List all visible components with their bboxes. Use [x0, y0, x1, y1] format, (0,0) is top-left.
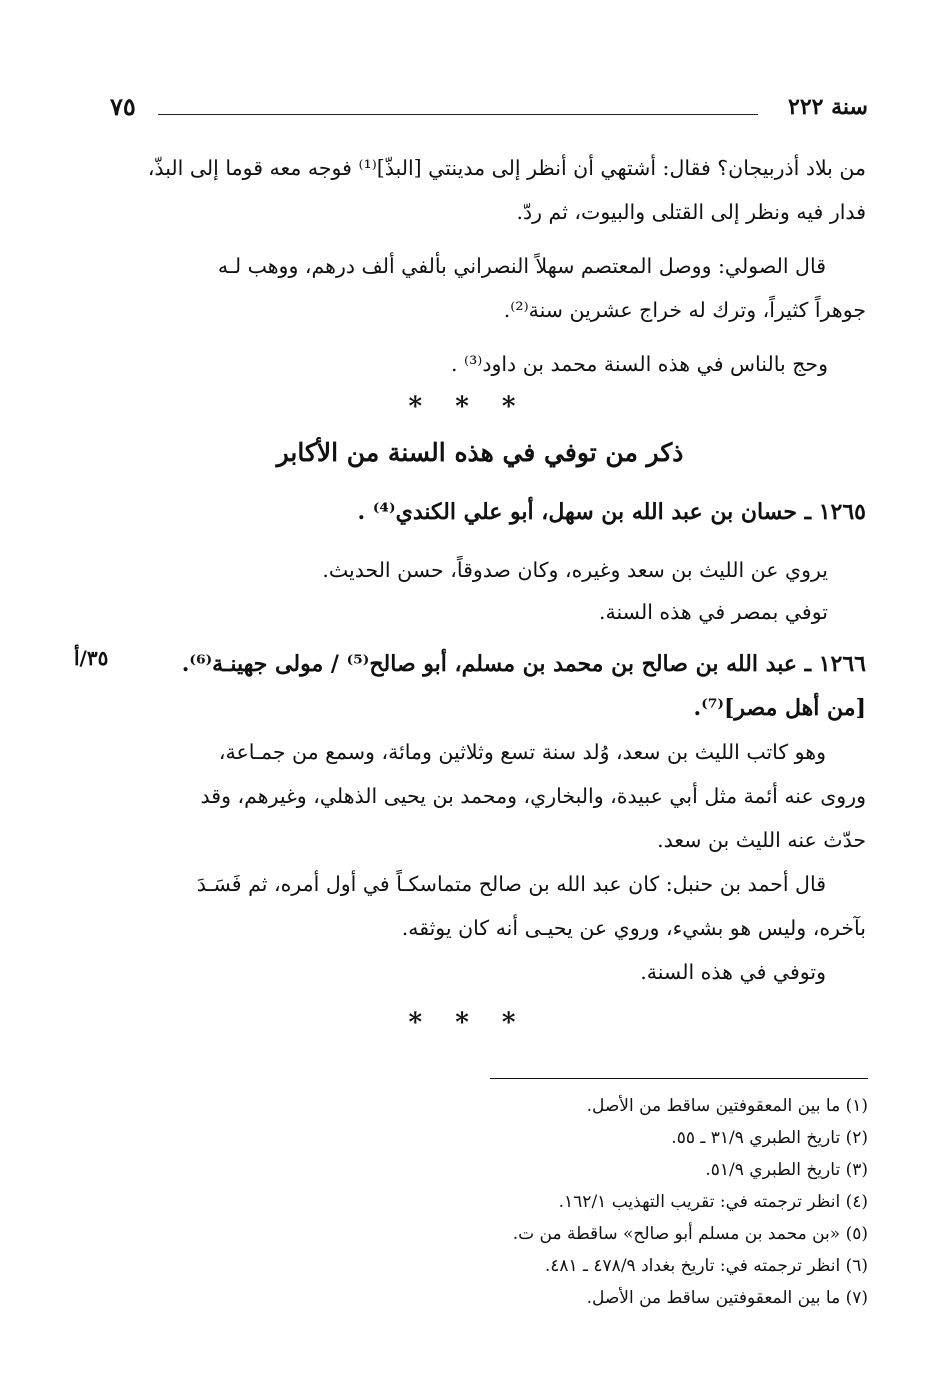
footnote-rule — [490, 1078, 868, 1079]
text-line: قال أحمد بن حنبل: كان عبد الله بن صالح متماسكـاً في أول أمره، ثم فَسَـدَ — [196, 872, 826, 896]
section-separator: * * * — [408, 392, 528, 422]
text-line: بآخره، وليس هو بشيء، وروي عن يحيـى أنه كان يوثقه. — [401, 916, 866, 940]
entry-1266-title: ١٢٦٦ ـ عبد الله بن صالح بن محمد بن مسلم، أبو صالح⁽⁵⁾ / مولى جهينـة⁽⁶⁾. — [181, 651, 866, 677]
text-line: وحج بالناس في هذه السنة محمد بن داود⁽³⁾ . — [451, 352, 828, 376]
margin-folio-reference: ٣٥/أ — [74, 646, 109, 670]
section-heading: ذكر من توفي في هذه السنة من الأكابر — [276, 438, 684, 467]
page-number: ٧٥ — [110, 92, 136, 121]
entry-1266-title-cont: [من أهل مصر]⁽⁷⁾. — [693, 695, 866, 721]
footnote: (٦) انظر ترجمته في: تاريخ بغداد ٤٧٨/٩ ـ ٤٨١. — [544, 1256, 868, 1276]
footnote: (٣) تاريخ الطبري ٥١/٩. — [705, 1160, 868, 1180]
text-line: توفي بمصر في هذه السنة. — [598, 600, 828, 624]
text-line: فدار فيه ونظر إلى القتلى والبيوت، ثم ردّ. — [516, 200, 866, 224]
header-rule — [158, 114, 758, 115]
text-line: من بلاد أذربيجان؟ فقال: أشتهي أن أنظر إلى مدينتي [البذّ]⁽¹⁾ فوجه معه قوما إلى البذّ، — [147, 156, 866, 180]
text-line: يروي عن الليث بن سعد وغيره، وكان صدوقاً، حسن الحديث. — [322, 558, 828, 582]
footnote: (٢) تاريخ الطبري ٣١/٩ ـ ٥٥. — [671, 1128, 868, 1148]
text-line: وهو كاتب الليث بن سعد، وُلد سنة تسع وثلاثين ومائة، وسمع من جمـاعة، — [218, 740, 826, 764]
entry-1266-body — [68, 730, 866, 994]
text-line: قال الصولي: ووصل المعتصم سهلاً النصراني بألفي ألف درهم، ووهب لـه — [217, 254, 826, 278]
running-header — [110, 90, 868, 130]
entry-1265-title: ١٢٦٥ ـ حسان بن عبد الله بن سهل، أبو علي الكندي⁽⁴⁾ . — [357, 499, 866, 525]
footnotes — [513, 1090, 868, 1314]
footnote: (٥) «بن محمد بن مسلم أبو صالح» ساقطة من ت. — [512, 1224, 868, 1244]
footnote: (٧) ما بين المعقوفتين ساقط من الأصل. — [586, 1288, 868, 1308]
paragraph-2 — [68, 244, 866, 332]
section-separator: * * * — [408, 1008, 528, 1038]
paragraph-1 — [68, 146, 866, 234]
text-line: جوهراً كثيراً، وترك له خراج عشرين سنة⁽²⁾. — [503, 298, 866, 322]
entry-1265-body — [68, 548, 828, 632]
paragraph-3 — [68, 342, 828, 386]
text-line: حدّث عنه الليث بن سعد. — [657, 828, 866, 852]
running-title: سنة ٢٢٢ — [788, 94, 868, 120]
text-line: وروى عنه أئمة مثل أبي عبيدة، والبخاري، ومحمد بن يحيى الذهلي، وغيرهم، وقد — [200, 784, 866, 808]
footnote: (١) ما بين المعقوفتين ساقط من الأصل. — [586, 1096, 868, 1116]
footnote: (٤) انظر ترجمته في: تقريب التهذيب ١٦٢/١. — [558, 1192, 868, 1212]
text-line: وتوفي في هذه السنة. — [640, 960, 826, 984]
